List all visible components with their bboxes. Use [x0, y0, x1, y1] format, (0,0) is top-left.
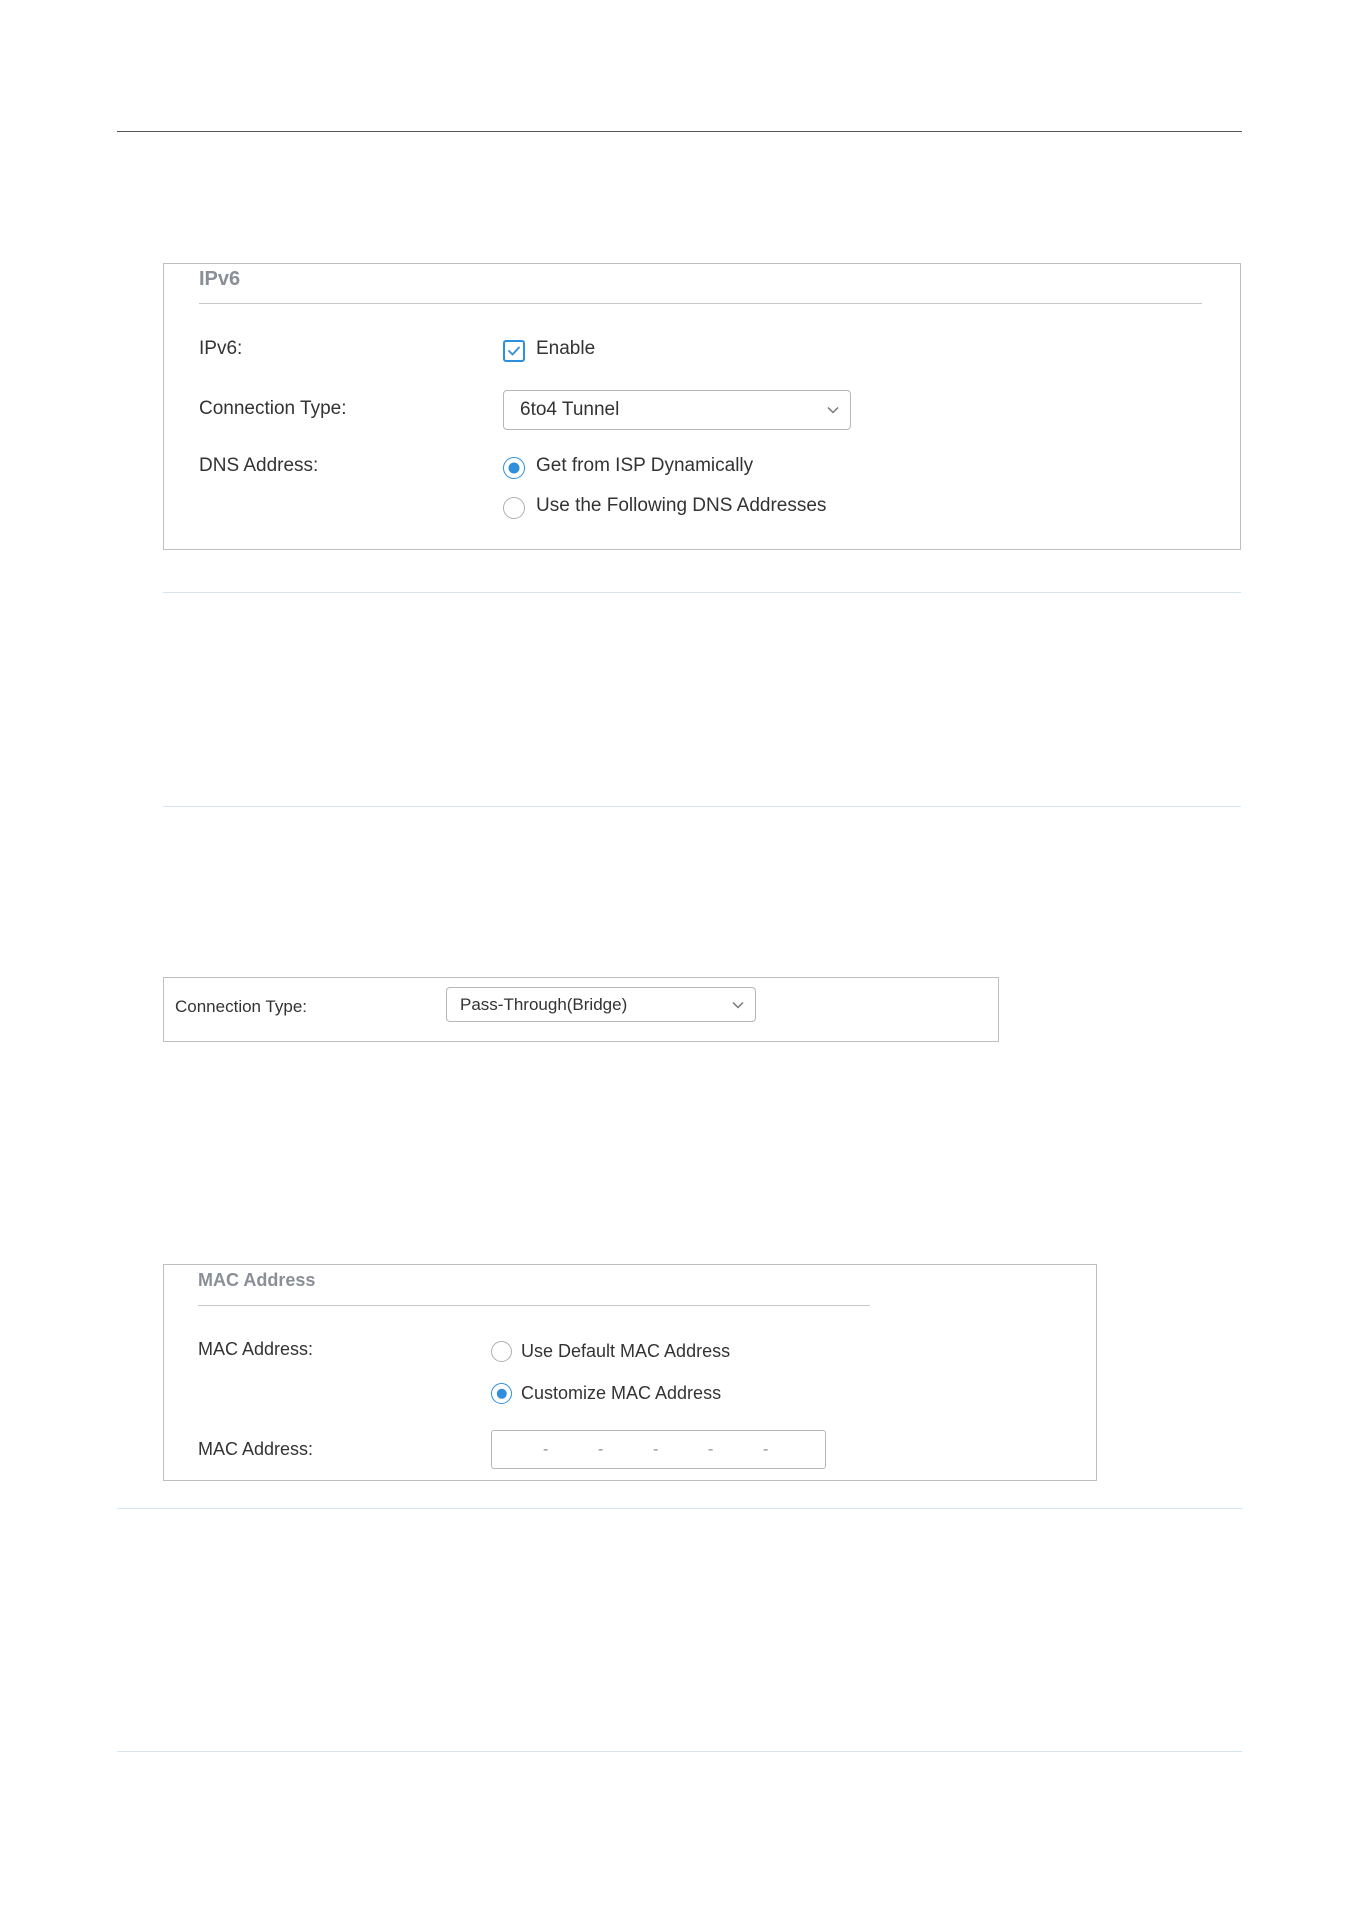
- bridge-panel: [163, 977, 999, 1042]
- custom-mac-radio[interactable]: [491, 1383, 512, 1404]
- top-divider: [117, 131, 1242, 132]
- default-mac-label[interactable]: Use Default MAC Address: [521, 1341, 731, 1361]
- mac-section-title: MAC Address: [198, 1270, 316, 1290]
- connection-type-label: Connection Type:: [199, 398, 347, 419]
- dns-manual-radio[interactable]: [503, 497, 525, 519]
- mac-section-rule: [198, 1305, 870, 1306]
- check-icon: [507, 344, 521, 358]
- mac-address-label: MAC Address:: [198, 1339, 314, 1359]
- mac-address-input[interactable]: [491, 1430, 826, 1469]
- bridge-connection-type-label: Connection Type:: [175, 997, 307, 1016]
- dns-address-label: DNS Address:: [199, 455, 319, 476]
- enable-label[interactable]: Enable: [536, 338, 596, 359]
- ipv6-section-rule: [199, 303, 1202, 304]
- custom-mac-label[interactable]: Customize MAC Address: [521, 1383, 722, 1403]
- bridge-connection-type-select[interactable]: [446, 987, 756, 1022]
- dns-dynamic-label[interactable]: Get from ISP Dynamically: [536, 455, 754, 476]
- mac-separator: -: [708, 1440, 714, 1458]
- mac-address-panel: [163, 1264, 1097, 1481]
- mac-address-input-label: MAC Address:: [198, 1439, 314, 1459]
- divider-4: [117, 1751, 1242, 1752]
- connection-type-value: 6to4 Tunnel: [520, 399, 620, 420]
- chevron-down-icon: [731, 1000, 745, 1010]
- divider-2: [163, 806, 1241, 807]
- bridge-connection-type-value: Pass-Through(Bridge): [460, 994, 628, 1014]
- dns-manual-label[interactable]: Use the Following DNS Addresses: [536, 495, 827, 516]
- chevron-down-icon: [826, 405, 840, 415]
- dns-dynamic-radio[interactable]: [503, 457, 525, 479]
- mac-separator: -: [598, 1440, 604, 1458]
- divider-1: [163, 592, 1241, 593]
- ipv6-panel: [163, 263, 1241, 550]
- connection-type-select[interactable]: [503, 390, 851, 430]
- default-mac-radio[interactable]: [491, 1341, 512, 1362]
- ipv6-label: IPv6:: [199, 338, 243, 359]
- mac-separator: -: [543, 1440, 549, 1458]
- divider-3: [117, 1508, 1242, 1509]
- enable-checkbox[interactable]: [503, 340, 525, 362]
- ipv6-section-title: IPv6: [199, 268, 241, 290]
- mac-separator: -: [653, 1440, 659, 1458]
- mac-separator: -: [763, 1440, 769, 1458]
